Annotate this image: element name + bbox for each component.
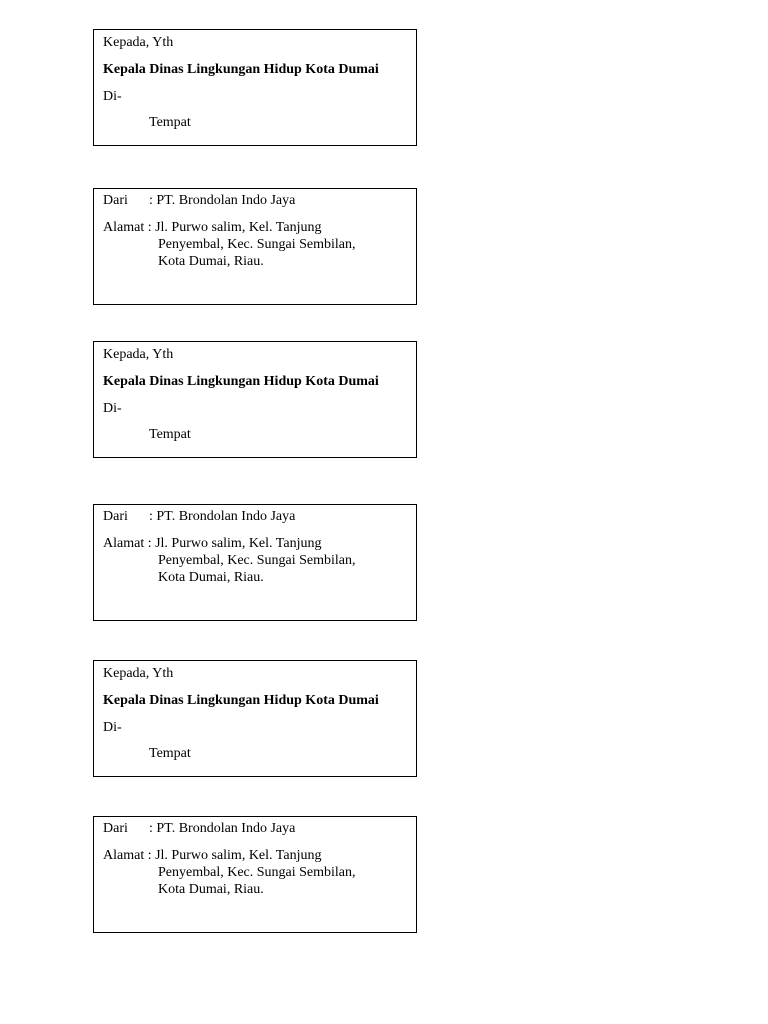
dari-label: Dari	[103, 821, 128, 836]
recipient-name: Kepala Dinas Lingkungan Hidup Kota Dumai	[103, 693, 379, 708]
place-text: Tempat	[149, 746, 191, 761]
sender-name: : PT. Brondolan Indo Jaya	[149, 821, 296, 836]
di-text: Di-	[103, 720, 122, 735]
sender-label-box	[93, 504, 417, 621]
recipient-name: Kepala Dinas Lingkungan Hidup Kota Dumai	[103, 374, 379, 389]
greeting-text: Kepada, Yth	[103, 35, 174, 50]
address-line-3: Kota Dumai, Riau.	[158, 254, 264, 269]
sender-name: : PT. Brondolan Indo Jaya	[149, 193, 296, 208]
address-line-2: Penyembal, Kec. Sungai Sembilan,	[158, 553, 356, 568]
address-line-1: Alamat : Jl. Purwo salim, Kel. Tanjung	[103, 536, 322, 551]
address-line-2: Penyembal, Kec. Sungai Sembilan,	[158, 865, 356, 880]
recipient-label-box	[93, 29, 417, 146]
address-line-3: Kota Dumai, Riau.	[158, 882, 264, 897]
address-line-1: Alamat : Jl. Purwo salim, Kel. Tanjung	[103, 848, 322, 863]
sender-name: : PT. Brondolan Indo Jaya	[149, 509, 296, 524]
dari-label: Dari	[103, 509, 128, 524]
di-text: Di-	[103, 401, 122, 416]
greeting-text: Kepada, Yth	[103, 666, 174, 681]
recipient-name: Kepala Dinas Lingkungan Hidup Kota Dumai	[103, 62, 379, 77]
address-line-1: Alamat : Jl. Purwo salim, Kel. Tanjung	[103, 220, 322, 235]
place-text: Tempat	[149, 115, 191, 130]
sender-label-box	[93, 188, 417, 305]
greeting-text: Kepada, Yth	[103, 347, 174, 362]
sender-label-box	[93, 816, 417, 933]
recipient-label-box	[93, 660, 417, 777]
dari-label: Dari	[103, 193, 128, 208]
recipient-label-box	[93, 341, 417, 458]
di-text: Di-	[103, 89, 122, 104]
address-line-2: Penyembal, Kec. Sungai Sembilan,	[158, 237, 356, 252]
address-line-3: Kota Dumai, Riau.	[158, 570, 264, 585]
place-text: Tempat	[149, 427, 191, 442]
